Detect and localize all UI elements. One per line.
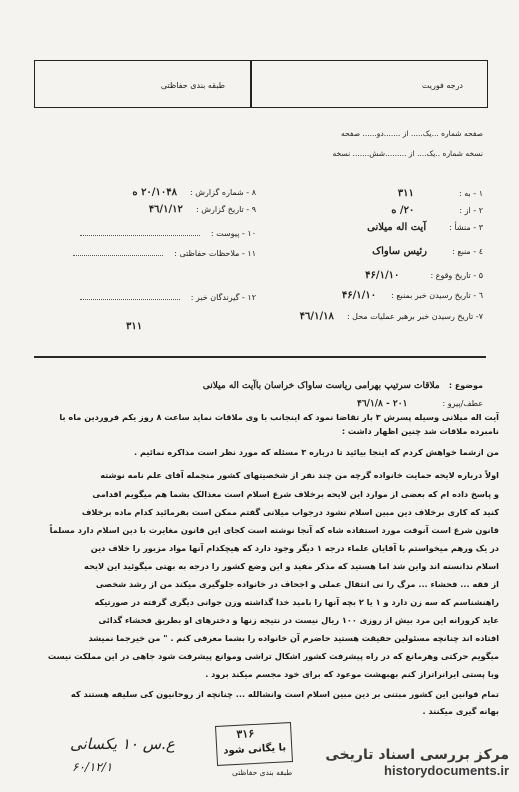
subject-text: ملاقات سرتیپ بهرامی ریاست ساواک خراسان باآیت اله میلانی [202, 381, 440, 391]
urgency-label: درجه فوریت [421, 81, 463, 90]
signature: ع.س ۱۰ یکسانی [70, 735, 175, 753]
body-line: کنید که کاری برخلاف دین مبین اسلام نشود درجواب میلانی گفتم ممکن است بفرمائید کدام ماده برخلاف [81, 507, 499, 517]
field-value [80, 235, 200, 236]
header-divider [250, 61, 252, 107]
field-ops-receive-date [213, 304, 483, 323]
field-label: ٦ - تاریخ رسیدن خبر بمنبع : [391, 291, 483, 300]
field-label: ۱۲ - گیرندگان خبر : [190, 293, 256, 302]
body-line: میگویم حرکتی وهرمانع که در راه پیشرفت کشور اشکال تراشی وموانع پیشرفت شود جاهی در این مملکت نیست [47, 651, 499, 661]
field-label: ٤ - منبع : [452, 247, 483, 256]
field-origin [263, 215, 483, 234]
field-security-notes [36, 241, 256, 260]
reference-value: ۲۰۱ - ۴٦/۱/۸ [356, 399, 408, 409]
field-label: ۵ - تاریخ وقوع : [430, 271, 483, 280]
field-recipients [36, 285, 256, 304]
body-line: قانون شرع است آنوقت مورد استفاده شاه که آنجا نوشته است کجای این قانون مغایرت با دین اسلام دارد مسلماً [49, 525, 499, 535]
field-value: ۴٦/۱/۱۸ [299, 311, 334, 322]
watermark [325, 747, 509, 778]
field-value: آیت اله میلانی [367, 222, 427, 233]
field-label: ۱۱ - ملاحظات حفاظتی : [174, 249, 256, 258]
body-line: اولاً درباره لایحه حمایت خانواده گرچه من چند نفر از شخصیتهای کشور منجمله آقای علم نامه نوشته [100, 470, 499, 480]
field-attachment [36, 221, 256, 240]
reference-row [357, 391, 483, 410]
body-line: نامبرده ملاقات شد چنین اظهار داشت : [341, 426, 499, 436]
header-box [34, 60, 488, 108]
stamp-text: با یگانی شود [223, 742, 287, 757]
body-line: آیت اله میلانی وسیله پسرش ۳ بار تقاضا نمود که اینجانب با وی ملاقات نماید ساعت ۸ روز یکم فروردین ماه با [59, 412, 499, 422]
field-value: رئیس ساواک [372, 246, 428, 257]
body-line: من ازشما خواهش کردم که اینجا بیائید تا درباره ۳ مسئله که مورد نظر است مذاکره نمائیم . [134, 447, 499, 457]
body-line: عاید کرورانه این مرد بیش از روزی ۱۰۰ ریال نیست در نتیجه زنها و دخترهای او بطریق فحشاء گدائی [98, 615, 499, 625]
field-value: ۴٦/۱/۱۲ [148, 204, 183, 215]
subject-row [203, 373, 483, 392]
body-line: اسلام ندانسته اند واین شد اما هستید که مذکر مفید و این وضع کشور را درجه به بهتی میگوئید این لایحه [84, 561, 499, 571]
footer-classification: طبقه بندی حفاظتی [232, 768, 293, 777]
field-value [80, 299, 180, 300]
page-number-line: صفحه شماره ...یک..... از .......دو...... صفحه [341, 129, 483, 138]
field-label: ۹ - تاریخ گزارش : [195, 205, 256, 214]
body-line: تمام قوانین این کشور مبتنی بر دین مبین اسلام است وانشالله ... چنانچه از روحانیون کی سلیقه هستند که [70, 689, 499, 699]
field-value: ۲۰/ ه [391, 205, 415, 216]
field-value: ۴۶/۱/۱۰ [365, 270, 400, 281]
field-label: ۷- تاریخ رسیدن خبر برهبر عملیات محل : [346, 312, 483, 321]
field-label: ۱۰ - پیوست : [210, 229, 256, 238]
body-line: و پاسخ داده ام که بعضی از موارد این لایحه برخلاف شرع اسلام است معذالک بشما هم میگویم اقدامی [92, 489, 499, 499]
subject-label: موضوع : [448, 381, 483, 390]
field-label: ۲ - از : [459, 206, 483, 215]
field-value: ۴۶/۱/۱۰ [341, 290, 377, 301]
body-line: بهانه گیری میکنند . [422, 706, 499, 716]
field-report-date [36, 197, 256, 216]
section-divider [34, 356, 486, 358]
watermark-url: historydocuments.ir [384, 763, 509, 778]
body-line: راهنشناسم که سه زن دارد و ۱ یا ۲ بچه آنها را بامید خدا گذاشته وزن جوانی دیگری گرفته در صورتیکه [94, 597, 499, 607]
body-line: افتاده اند چنانچه مسئولین حقیقت هستید حاضرم آن خانواده را بشما معرفی کنم . " من خیرجما نمیشد [88, 633, 499, 643]
field-label: ۱ - به : [458, 189, 483, 198]
field-value: ۳۱۱ [397, 188, 414, 199]
watermark-title: مرکز بررسی اسناد تاریخی [325, 747, 509, 763]
archive-stamp [215, 722, 293, 766]
field-event-date [263, 263, 483, 282]
stamp-number: ۳۱۶ [236, 726, 255, 741]
reference-label: عطف/پیرو : [442, 399, 483, 408]
body-line: وبا پستی ایرانراتراز کنم بهبهشت موعود که برای خود مجسم میکند برود . [205, 669, 499, 679]
field-value [73, 255, 163, 256]
classification-label: طبقه بندی حفاظتی [160, 81, 225, 90]
field-label: ۸ - شماره گزارش : [190, 188, 256, 197]
recipient-code: ۳۱۱ [126, 321, 143, 332]
field-value: ۲۰/۱۰۴۸ ه [132, 187, 177, 198]
body-line: در یک ورهم میخواستم با آقایان علماء درجه ۱ دیگر وجود دارد که هیچکدام آنها مواد مزبور را خلاف دین [90, 543, 499, 553]
field-source [263, 239, 483, 258]
copy-number-line: نسخه شماره ..یک.... از .........شش....... نسخه [332, 149, 483, 158]
body-line: از فقه ... فحشاء ... مرگ را نی انتقال عملی و اجحاف در خانواده جلوگیری میکند من از رشد شخصی [95, 579, 499, 589]
signature-date: ۶۰/۱۲/۱ [72, 760, 113, 774]
field-source-receive-date [243, 283, 483, 302]
field-label: ۳ - منشأ : [449, 223, 483, 232]
